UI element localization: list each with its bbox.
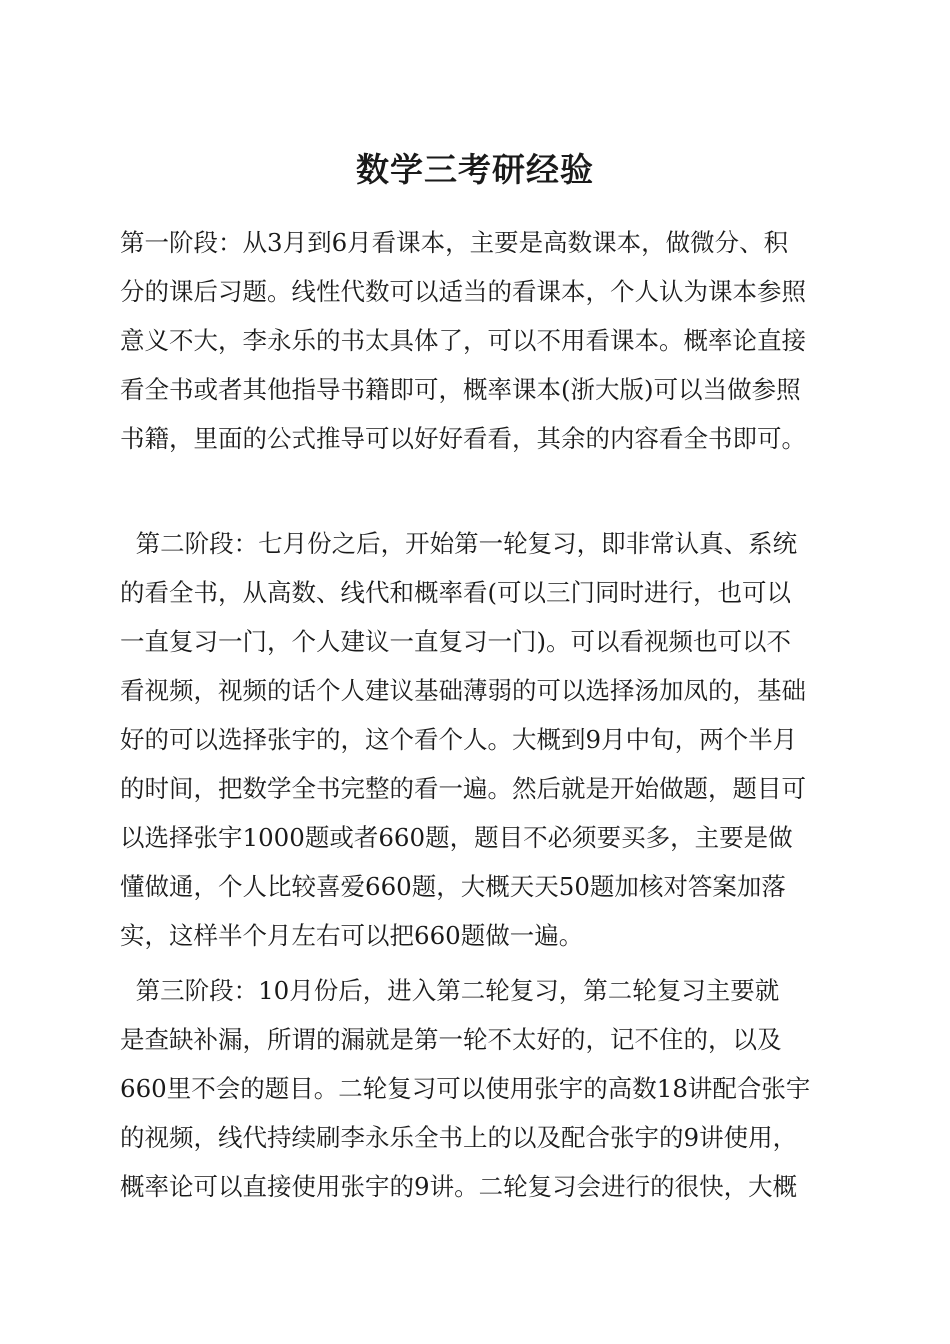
text-line: 懂做通，个人比较喜爱660题，大概天天50题加核对答案加落 bbox=[120, 872, 786, 901]
text-line: 好的可以选择张宇的，这个看个人。大概到9月中旬，两个半月 bbox=[120, 725, 798, 754]
text-line: 看视频，视频的话个人建议基础薄弱的可以选择汤加凤的，基础 bbox=[120, 676, 806, 705]
paragraph-stage-one bbox=[120, 218, 840, 463]
text-line: 的时间，把数学全书完整的看一遍。然后就是开始做题，题目可 bbox=[120, 774, 806, 803]
document-title: 数学三考研经验 bbox=[356, 150, 594, 189]
text-line: 第三阶段：10月份后，进入第二轮复习，第二轮复习主要就 bbox=[120, 976, 780, 1005]
text-line: 书籍，里面的公式推导可以好好看看，其余的内容看全书即可。 bbox=[120, 424, 806, 453]
text-line: 的视频，线代持续刷李永乐全书上的以及配合张宇的9讲使用， bbox=[120, 1123, 798, 1152]
text-line: 看全书或者其他指导书籍即可，概率课本(浙大版)可以当做参照 bbox=[120, 375, 801, 404]
paragraph-stage-three bbox=[120, 966, 840, 1211]
text-line: 第二阶段：七月份之后，开始第一轮复习，即非常认真、系统 bbox=[120, 529, 798, 558]
text-line: 第一阶段：从3月到6月看课本，主要是高数课本，做微分、积 bbox=[120, 228, 789, 257]
text-line: 实，这样半个月左右可以把660题做一遍。 bbox=[120, 921, 584, 950]
paragraph-stage-two bbox=[120, 519, 840, 960]
text-line: 概率论可以直接使用张宇的9讲。二轮复习会进行的很快，大概 bbox=[120, 1172, 798, 1201]
text-line: 的看全书，从高数、线代和概率看(可以三门同时进行，也可以 bbox=[120, 578, 792, 607]
text-line: 是查缺补漏，所谓的漏就是第一轮不太好的，记不住的，以及 bbox=[120, 1025, 782, 1054]
text-line: 660里不会的题目。二轮复习可以使用张宇的高数18讲配合张宇 bbox=[120, 1074, 811, 1103]
text-line: 分的课后习题。线性代数可以适当的看课本，个人认为课本参照 bbox=[120, 277, 806, 306]
text-line: 一直复习一门，个人建议一直复习一门)。可以看视频也可以不 bbox=[120, 627, 792, 656]
text-line: 意义不大，李永乐的书太具体了，可以不用看课本。概率论直接 bbox=[120, 326, 806, 355]
text-line: 以选择张宇1000题或者660题，题目不必须要买多，主要是做 bbox=[120, 823, 793, 852]
